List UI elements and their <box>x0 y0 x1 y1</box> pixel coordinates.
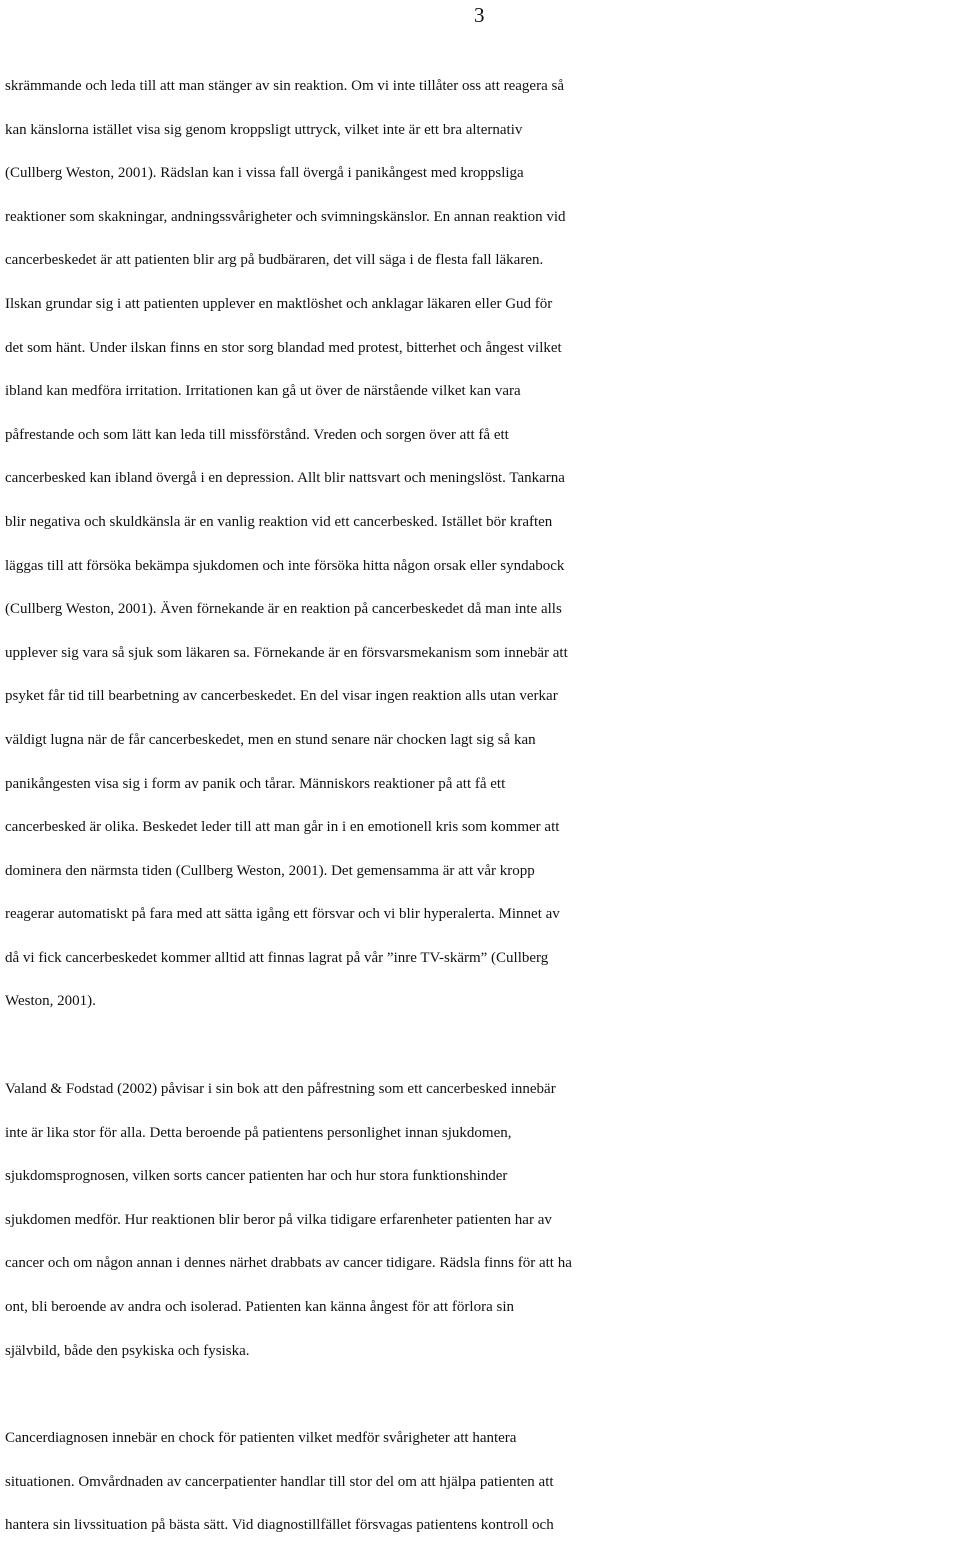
text-line: skrämmande och leda till att man stänger av sin reaktion. Om vi inte tillåter oss att reagera så <box>5 78 564 94</box>
text-line: cancerbesked kan ibland övergå i en depression. Allt blir nattsvart och meningslöst. Tankarna <box>5 470 565 487</box>
text-line: läggas till att försöka bekämpa sjukdomen och inte försöka hitta någon orsak eller syndabock <box>5 557 565 574</box>
text-line: sjukdomsprognosen, vilken sorts cancer patienten har och hur stora funktionshinder <box>5 1168 508 1185</box>
text-line: påfrestande och som lätt kan leda till missförstånd. Vreden och sorgen över att få ett <box>5 426 509 443</box>
text-line: Cancerdiagnosen innebär en chock för patienten vilket medför svårigheter att hantera <box>5 1430 517 1447</box>
text-line: inte är lika stor för alla. Detta beroende på patientens personlighet innan sjukdomen, <box>5 1124 512 1141</box>
text-line: självbild, både den psykiska och fysiska. <box>5 1342 250 1359</box>
text-line: reagerar automatiskt på fara med att sätta igång ett försvar och vi blir hyperalerta. Minnet av <box>5 906 560 923</box>
text-line: Valand & Fodstad (2002) påvisar i sin bok att den påfrestning som ett cancerbesked innebär <box>5 1081 556 1098</box>
text-line: hantera sin livssituation på bästa sätt. Vid diagnostillfället försvagas patientens kontroll och <box>5 1517 554 1534</box>
paragraph <box>5 1068 960 1373</box>
text-line: cancer och om någon annan i dennes närhet drabbats av cancer tidigare. Rädsla finns för att ha <box>5 1255 572 1272</box>
page-number: 3 <box>474 3 485 27</box>
text-line: (Cullberg Weston, 2001). Rädslan kan i vissa fall övergå i panikångest med kroppsliga <box>5 165 524 182</box>
text-line: dominera den närmsta tiden (Cullberg Weston, 2001). Det gemensamma är att vår kropp <box>5 862 535 879</box>
text-line: upplever sig vara så sjuk som läkaren sa. Förnekande är en försvarsmekanism som innebär att <box>5 644 568 661</box>
text-line: det som hänt. Under ilskan finns en stor sorg blandad med protest, bitterhet och ångest vilket <box>5 339 562 356</box>
text-line: situationen. Omvårdnaden av cancerpatienter handlar till stor del om att hjälpa patienten att <box>5 1473 554 1490</box>
text-line: Ilskan grundar sig i att patienten upplever en maktlöshet och anklagar läkaren eller Gud för <box>5 295 553 312</box>
text-line: ont, bli beroende av andra och isolerad. Patienten kan känna ångest för att förlora sin <box>5 1299 514 1316</box>
text-line: panikångesten visa sig i form av panik och tårar. Människors reaktioner på att få ett <box>5 775 506 792</box>
text-line: (Cullberg Weston, 2001). Även förnekande är en reaktion på cancerbeskedet då man inte alls <box>5 601 562 618</box>
document-body <box>5 65 960 1548</box>
text-line: Weston, 2001). <box>5 993 96 1010</box>
text-line: cancerbeskedet är att patienten blir arg på budbäraren, det vill säga i de flesta fall läkaren. <box>5 252 544 269</box>
text-line: sjukdomen medför. Hur reaktionen blir beror på vilka tidigare erfarenheter patienten har av <box>5 1211 552 1228</box>
text-line: reaktioner som skakningar, andningssvårigheter och svimningskänslor. En annan reaktion vid <box>5 208 566 225</box>
text-line: cancerbesked är olika. Beskedet leder till att man går in i en emotionell kris som kommer att <box>5 819 560 836</box>
text-line: väldigt lugna när de får cancerbeskedet, men en stund senare när chocken lagt sig så kan <box>5 731 536 748</box>
text-line: psyket får tid till bearbetning av cancerbeskedet. En del visar ingen reaktion alls utan verkar <box>5 688 558 705</box>
text-line: blir negativa och skuldkänsla är en vanlig reaktion vid ett cancerbesked. Istället bör kraften <box>5 513 553 530</box>
text-line: då vi fick cancerbeskedet kommer alltid att finnas lagrat på vår ”inre TV-skärm” (Cullberg <box>5 949 549 966</box>
text-line: ibland kan medföra irritation. Irritationen kan gå ut över de närstående vilket kan vara <box>5 383 521 400</box>
paragraph <box>5 1417 960 1548</box>
paragraph <box>5 65 960 1024</box>
text-line: kan känslorna istället visa sig genom kroppsligt uttryck, vilket inte är ett bra alternativ <box>5 121 523 138</box>
